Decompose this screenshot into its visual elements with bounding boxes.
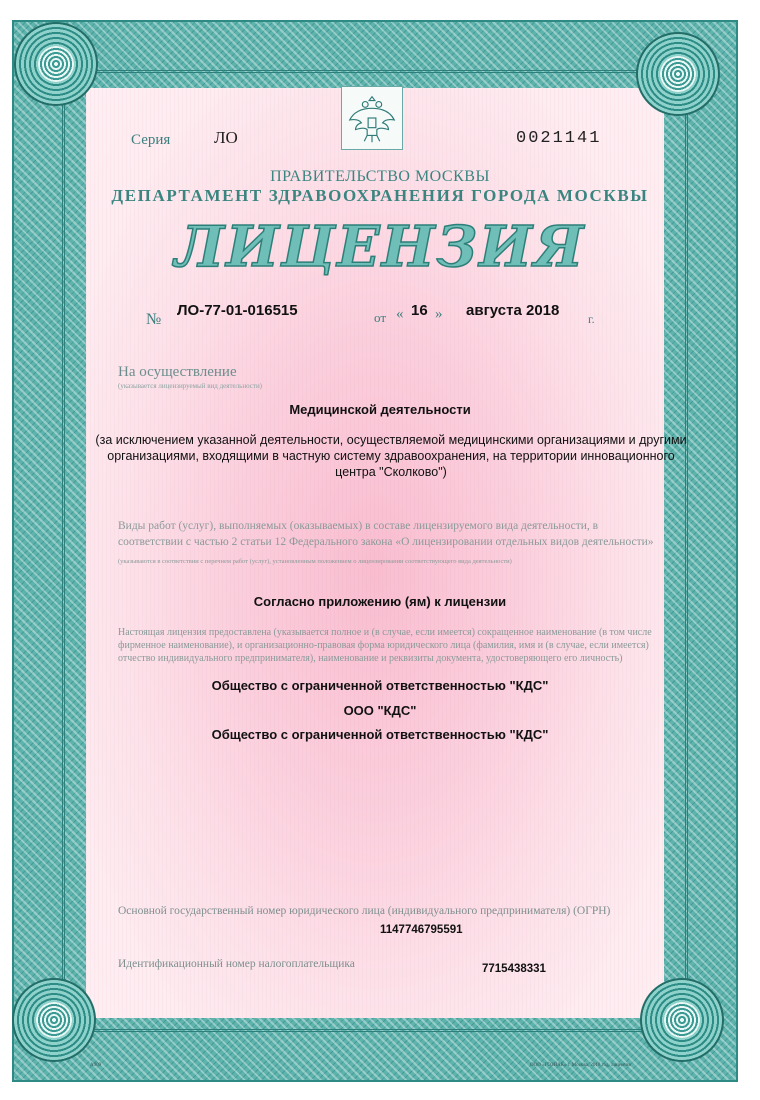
- corner-rosette-top-right: [636, 32, 720, 116]
- department-name: ДЕПАРТАМЕНТ ЗДРАВООХРАНЕНИЯ ГОРОДА МОСКВЫ: [111, 186, 649, 205]
- holder-full-name: Общество с ограниченной ответственностью "КДС": [211, 678, 549, 693]
- year-suffix: г.: [588, 312, 595, 326]
- printer-imprint: ООО «ГОЗНАК» г. Москва, 2018 год, лицензия: [530, 1063, 631, 1068]
- inn-value: 7715438331: [482, 963, 546, 975]
- works-description: Виды работ (услуг), выполняемых (оказываемых) в составе лицензируемого вида деятельности, в соответствии с частью 2 статьи 12 Федерального закона «О лицензировании отдельных видов деятельности»: [118, 520, 654, 548]
- activity-exception: (за исключением указанной деятельности, осуществляемой медицинскими организациями и другими организациями, входящими в частную систему здравоохранения, на территории инновационного центра "Сколково"): [95, 433, 687, 479]
- works-hint: (указываются в соответствии с перечнем работ (услуг), установленным положением о лицензировании соответствующего вида деятельности): [118, 558, 512, 565]
- license-month-year: августа 2018: [466, 302, 560, 319]
- serial-number: 0021141: [516, 129, 602, 148]
- date-quote-close: »: [435, 306, 443, 322]
- activity-hint: (указывается лицензируемый вид деятельности): [118, 382, 263, 390]
- ogrn-label: Основной государственный номер юридического лица (индивидуального предпринимателя) (ОГРН): [118, 905, 611, 917]
- government-name: ПРАВИТЕЛЬСТВО МОСКВЫ: [270, 168, 490, 185]
- corner-rosette-bottom-left: [12, 978, 96, 1062]
- corner-rosette-bottom-right: [640, 978, 724, 1062]
- appendix-reference: Согласно приложению (ям) к лицензии: [253, 594, 507, 609]
- number-sign-label: №: [146, 311, 162, 328]
- date-quote-open: «: [396, 306, 404, 322]
- form-code: А909: [90, 1063, 102, 1068]
- date-from-label: от: [374, 310, 387, 325]
- inn-label: Идентификационный номер налогоплательщика: [118, 958, 355, 970]
- holder-short-name: ООО "КДС": [343, 703, 417, 718]
- ogrn-value: 1147746795591: [380, 924, 463, 936]
- activity-label: На осуществление: [118, 364, 237, 380]
- corner-rosette-top-left: [14, 22, 98, 106]
- series-label: Серия: [131, 132, 171, 148]
- activity-name: Медицинской деятельности: [289, 402, 471, 417]
- coat-of-arms-emblem-icon: [341, 86, 403, 150]
- license-day: 16: [411, 302, 428, 319]
- series-value: ЛО: [214, 128, 238, 147]
- license-number: ЛО-77-01-016515: [177, 302, 298, 319]
- document-title: ЛИЦЕНЗИЯ: [174, 214, 586, 280]
- holder-firm-name: Общество с ограниченной ответственностью "КДС": [211, 727, 549, 742]
- holder-description: Настоящая лицензия предоставлена (указывается полное и (в случае, если имеется) сокращенное наименование (в том числе фирменное наименование), и организационно-правовая форма юридического лица (фамилия, имя и (в случае, если имеется) отчество индивидуального предпринимателя), наименование и реквизиты документа, удостоверяющего его личность): [118, 627, 652, 664]
